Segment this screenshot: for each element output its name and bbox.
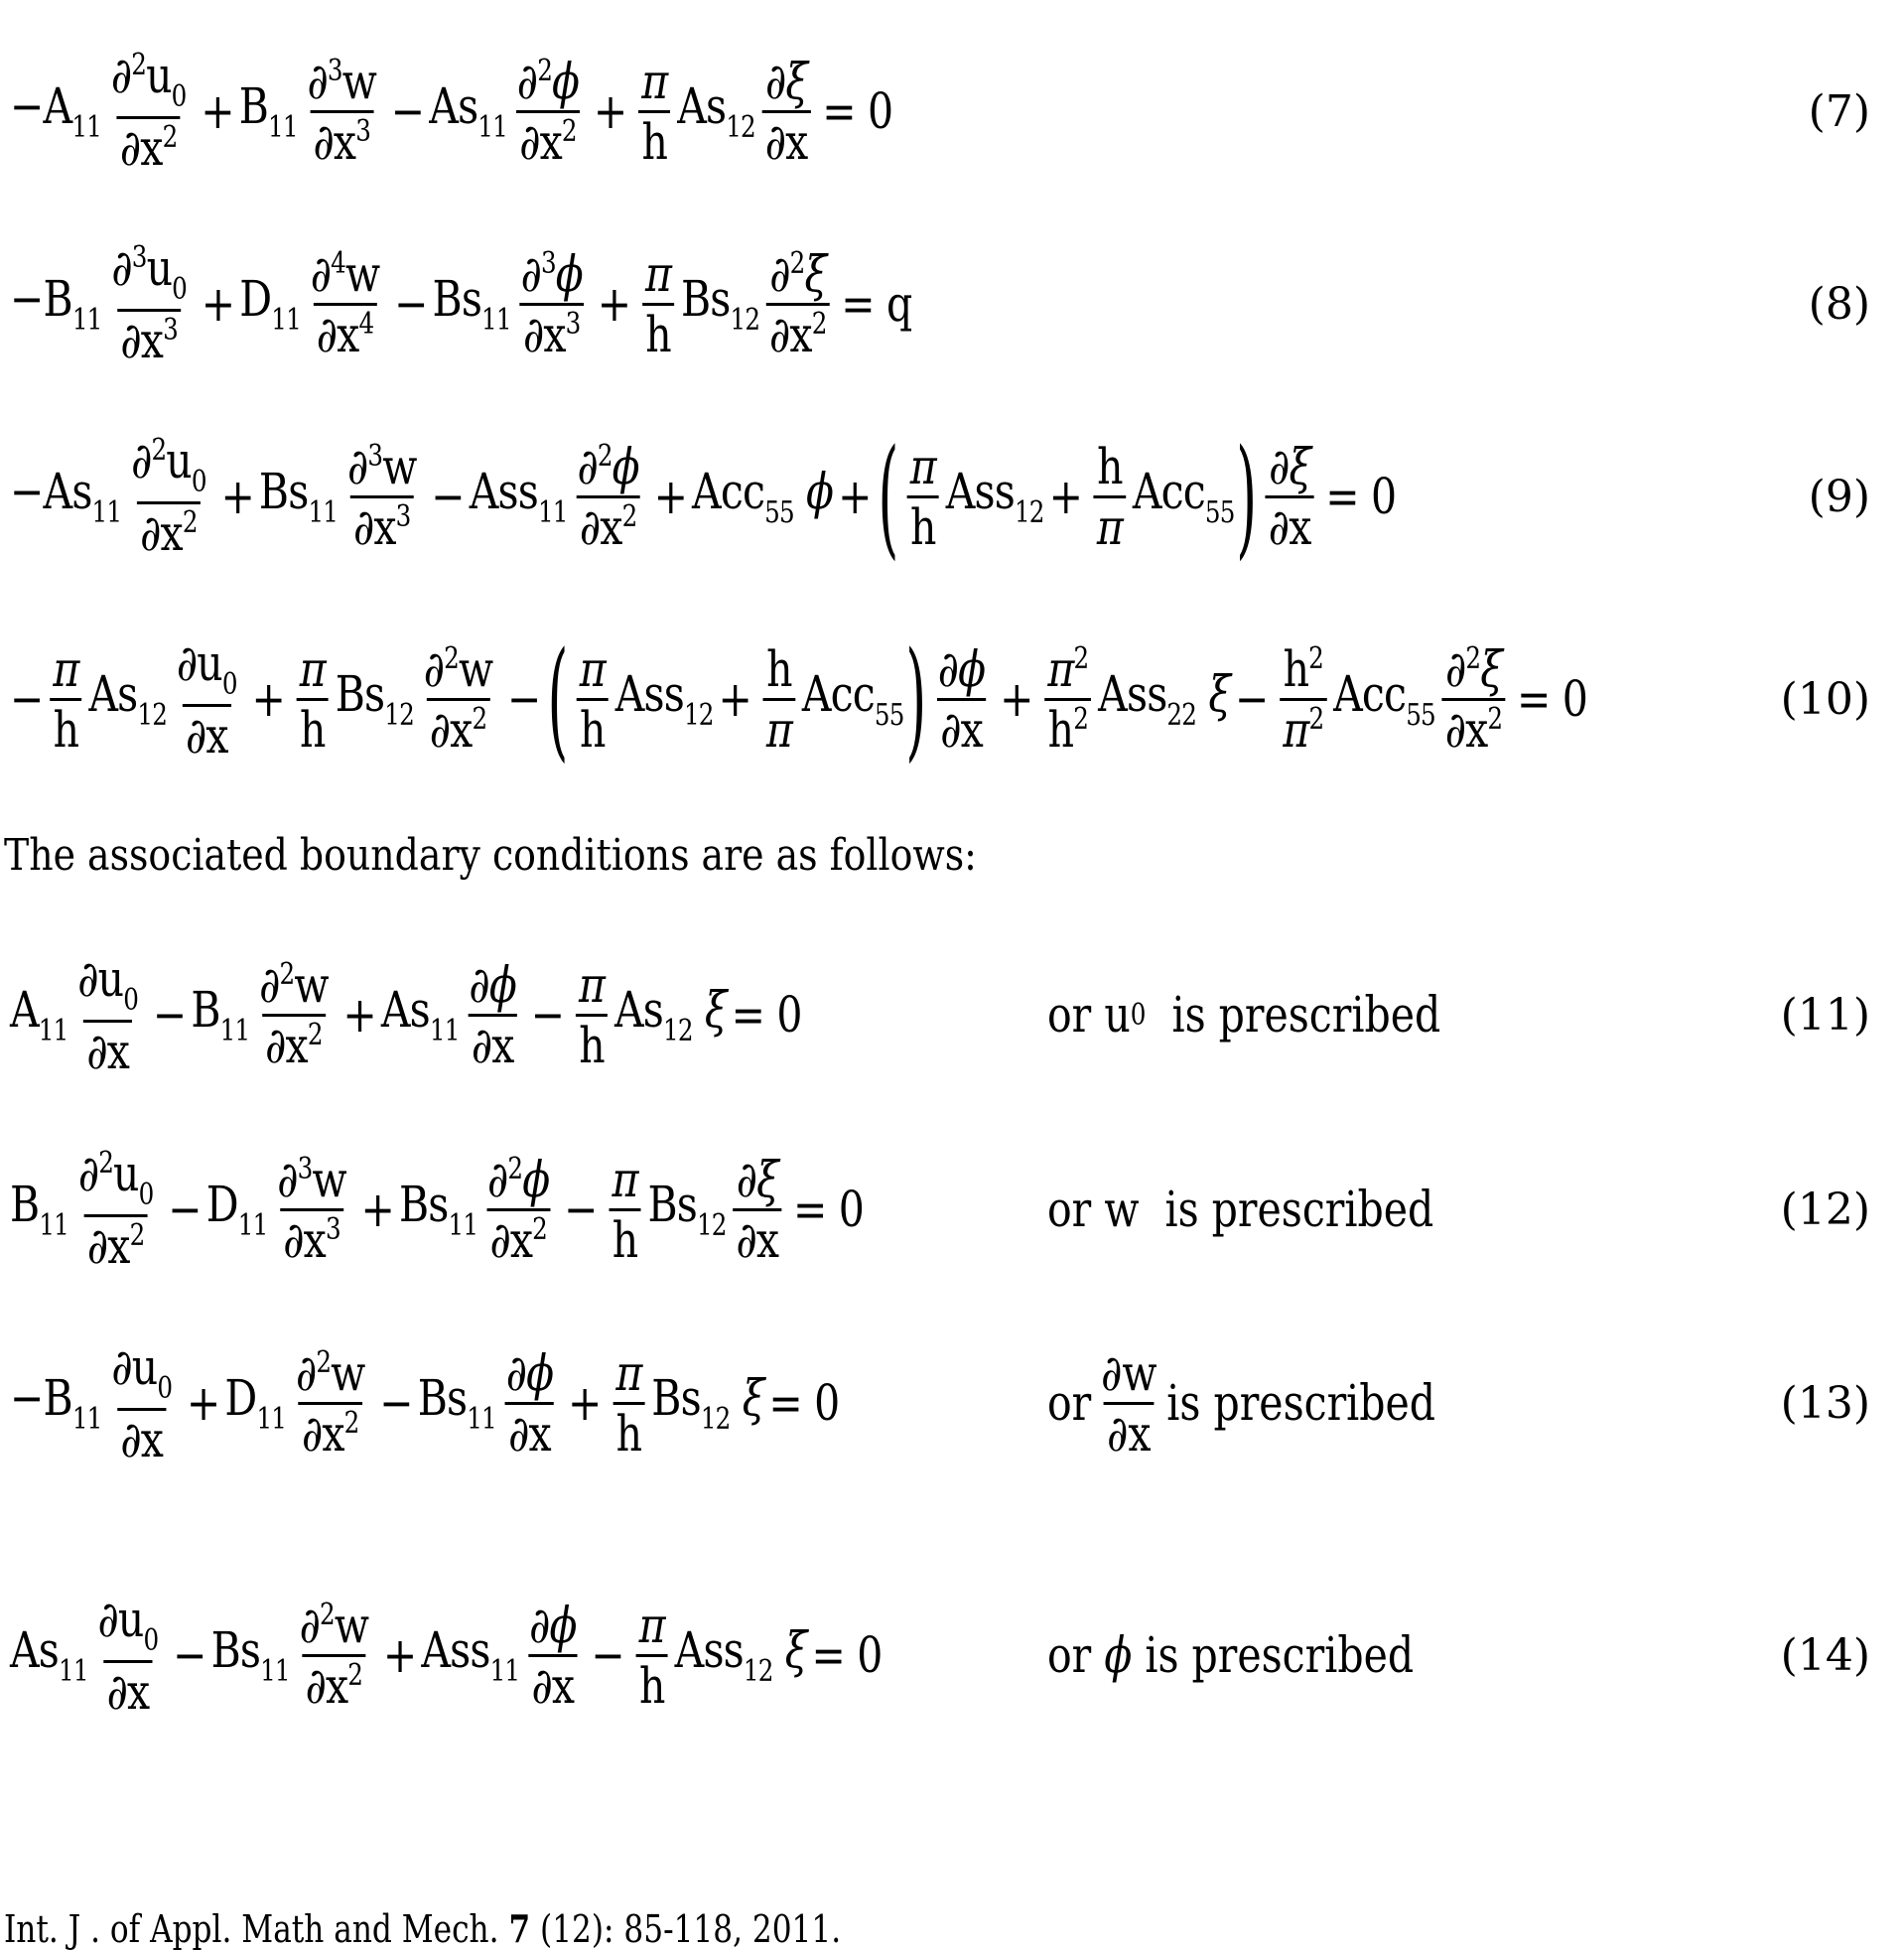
equation-10-body: − $\frac{\pi}{h}$ $As_{12}$ $\frac{\partial u_0}{\partial x}$ + $\frac{\pi}{h}$ $Bs_{12}$ $\frac{\partial^2w}{\partial x^2}$ − ( $\frac{\pi}{h}$ Ass$_{12}$ + $\frac{h}{\pi}$ Acc$_{55}$ ) $\frac{\partial\phi}{\partial x}$ + $\frac{\pi^2}{h^2}$ Ass$_{22}$ ξ − $\frac{h^2}{\pi^2}$ Acc$_{55}$ $\frac{\partial^2\xi}{\partial x^2}$ = 0 <box>10 624 1588 774</box>
or-label: or <box>1047 1626 1092 1684</box>
equation-7-body: $-A_{11}$ $\frac{\partial^2u_0}{\partial x^2}$ + $B_{11}$ $\frac{\partial^3w}{\partial x^3}$ − $As_{11}$ $\frac{\partial^2\phi}{\partial x^2}$ + $\frac{\pi}{h}$ $As_{12}$ $\frac{\partial\xi}{\partial x}$ = 0 <box>10 46 893 177</box>
equation-number: (11) <box>1780 989 1870 1041</box>
prescribed-label: is prescribed <box>1171 986 1441 1044</box>
prescribed-label: is prescribed <box>1145 1626 1415 1684</box>
equation-9 <box>0 422 1904 571</box>
equation-number: (10) <box>1780 673 1870 725</box>
condition-14: or ϕ is prescribed <box>1047 1626 1415 1684</box>
journal-footer <box>4 1906 841 1951</box>
equation-12-body: $B_{11}$ $\frac{\partial^2u_0}{\partial x^2}$ − $D_{11}$ $\frac{\partial^3w}{\partial x^3}$ + $Bs_{11}$ $\frac{\partial^2\phi}{\partial x^2}$ − $\frac{\pi}{h}$ $Bs_{12}$ $\frac{\partial\xi}{\partial x}$ = 0 <box>10 1144 864 1275</box>
journal-issue-pages: (12): 85-118, 2011. <box>540 1907 842 1951</box>
equation-number: (13) <box>1780 1377 1870 1429</box>
equation-8 <box>0 229 1904 378</box>
prescribed-label: is prescribed <box>1166 1374 1436 1432</box>
equation-10 <box>0 625 1904 773</box>
condition-11: or u 0 is prescribed <box>1047 986 1441 1044</box>
equation-13 <box>0 1328 1904 1477</box>
equation-11 <box>0 940 1904 1089</box>
equation-14-body: $As_{11}$ $\frac{\partial u_0}{\partial x}$ − $Bs_{11}$ $\frac{\partial^2w}{\partial x^2}$ + Ass$_{11}$ $\frac{\partial\phi}{\partial x}$ − $\frac{\pi}{h}$ Ass$_{12}$ ξ = 0 <box>10 1590 883 1721</box>
equation-11-body: $A_{11}$ $\frac{\partial u_0}{\partial x}$ − $B_{11}$ $\frac{\partial^2w}{\partial x^2}$ + $As_{11}$ $\frac{\partial\phi}{\partial x}$ − $\frac{\pi}{h}$ $As_{12}$ ξ = 0 <box>10 949 802 1080</box>
equation-8-body: $-B_{11}$ $\frac{\partial^3u_0}{\partial x^3}$ + $D_{11}$ $\frac{\partial^4w}{\partial x^4}$ − $Bs_{11}$ $\frac{\partial^3\phi}{\partial x^3}$ + $\frac{\pi}{h}$ $Bs_{12}$ $\frac{\partial^2\xi}{\partial x^2}$ = q <box>10 238 912 369</box>
equation-number: (9) <box>1808 471 1870 522</box>
equation-number: (12) <box>1780 1184 1870 1235</box>
equation-number: (14) <box>1780 1629 1870 1681</box>
equation-13-body: $-B_{11}$ $\frac{\partial u_0}{\partial x}$ + $D_{11}$ $\frac{\partial^2w}{\partial x^2}$ − $Bs_{11}$ $\frac{\partial\phi}{\partial x}$ + $\frac{\pi}{h}$ $Bs_{12}$ ξ = 0 <box>10 1337 840 1468</box>
boundary-intro-text: The associated boundary conditions are as follows: <box>4 830 977 881</box>
or-label: or <box>1047 986 1092 1044</box>
equation-number: (7) <box>1808 85 1870 137</box>
equation-number: (8) <box>1808 278 1870 330</box>
equation-12 <box>0 1135 1904 1284</box>
equation-9-body: $-As_{11}$ $\frac{\partial^2u_0}{\partial x^2}$ + $Bs_{11}$ $\frac{\partial^3w}{\partial x^3}$ − Ass$_{11}$ $\frac{\partial^2\phi}{\partial x^2}$ + Acc$_{55}$ ϕ + ( $\frac{\pi}{h}$ Ass$_{12}$ + $\frac{h}{\pi}$ Acc$_{55}$ ) $\frac{\partial\xi}{\partial x}$ = 0 <box>10 421 1397 572</box>
or-label: or <box>1047 1181 1092 1238</box>
journal-name: Int. J . of Appl. Math and Mech. <box>4 1907 499 1951</box>
or-label: or <box>1047 1374 1092 1432</box>
journal-volume: 7 <box>508 1906 531 1951</box>
condition-12: or w is prescribed <box>1047 1181 1434 1238</box>
prescribed-label: is prescribed <box>1164 1181 1434 1238</box>
condition-13: or $\frac{\partial w}{\partial x}$ is prescribed <box>1047 1343 1436 1463</box>
equation-14 <box>0 1581 1904 1730</box>
equation-7 <box>0 37 1904 186</box>
